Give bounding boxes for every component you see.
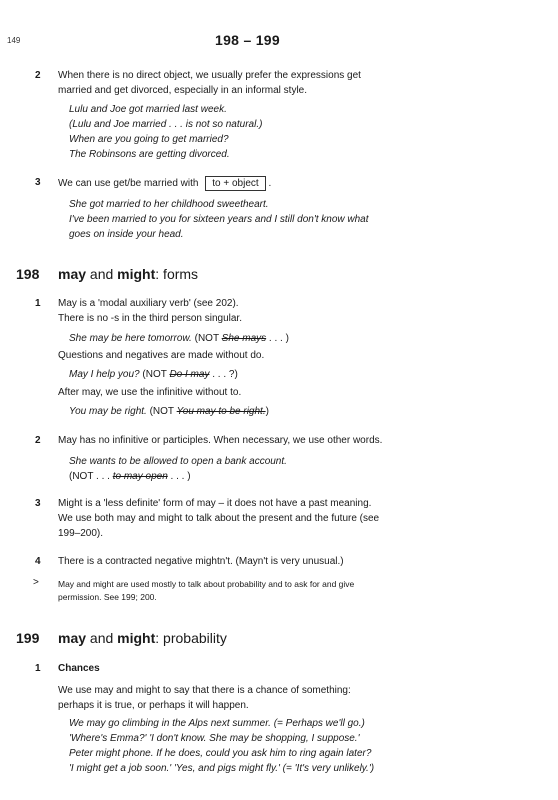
paragraph-text: We can use get/be married with: [58, 178, 199, 189]
paragraph-text: Questions and negatives are made without do.: [58, 350, 265, 361]
section-number: 198: [16, 266, 40, 282]
section-title-word: and: [86, 630, 118, 646]
section-title-word: : probability: [155, 630, 227, 646]
example-note: (NOT: [191, 333, 222, 344]
paragraph-text: When there is no direct object, we usually prefer the expressions get: [58, 70, 361, 81]
page-number: 149: [7, 36, 21, 45]
section-title-word: : forms: [155, 266, 199, 282]
page-header: 198 – 199: [215, 32, 280, 48]
paragraph-text: We use may and might to say that there is a chance of something:: [58, 685, 351, 696]
struck-example: You may to be right.: [176, 406, 266, 417]
example-sentence: She wants to be allowed to open a bank account.: [69, 456, 287, 467]
example-sentence: 'Where's Emma?' 'I don't know. She may be shopping, I suppose.': [69, 733, 360, 744]
example-note: . . . ): [266, 333, 289, 344]
example-sentence: The Robinsons are getting divorced.: [69, 149, 230, 160]
paragraph-text: .: [268, 178, 272, 189]
section-title-word: and: [86, 266, 118, 282]
section-title-word: might: [117, 630, 156, 646]
example-sentence: [69, 367, 238, 382]
paragraph-text: May has no infinitive or participles. When necessary, we use other words.: [58, 435, 383, 446]
section-title-word: may: [58, 630, 87, 646]
struck-example: She mays: [221, 333, 267, 344]
item-number: 2: [35, 435, 41, 446]
paragraph-text: There is no -s in the third person singular.: [58, 313, 242, 324]
example-sentence: [69, 469, 191, 484]
note-text: May and might are used mostly to talk about probability and to ask for and give: [58, 579, 355, 589]
example-sentence: Peter might phone. If he does, could you ask him to ring again later?: [69, 748, 372, 759]
pattern-box: to + object: [205, 176, 265, 191]
example-sentence: 'I might get a job soon.' 'Yes, and pigs might fly.' (= 'It's very unlikely.'): [69, 763, 375, 774]
example-note: . . . ?): [209, 369, 238, 380]
section-title: [58, 630, 227, 646]
example-note: (NOT: [139, 369, 170, 380]
paragraph-text: 199–200).: [58, 528, 104, 539]
example-sentence: I've been married to you for sixteen years and I still don't know what: [69, 214, 369, 225]
item-number: 1: [35, 663, 41, 674]
item-number: 3: [35, 177, 41, 188]
section-number: 199: [16, 630, 40, 646]
example-note: (NOT . . .: [69, 471, 113, 482]
example-sentence: goes on inside your head.: [69, 229, 184, 240]
example-sentence: We may go climbing in the Alps next summer. (= Perhaps we'll go.): [69, 718, 365, 729]
note-marker: >: [33, 577, 39, 588]
paragraph-text: After may, we use the infinitive without to.: [58, 387, 242, 398]
item-number: 1: [35, 298, 41, 309]
example-note: (NOT: [146, 406, 177, 417]
example-note: ): [265, 406, 269, 417]
paragraph-text: perhaps it is true, or perhaps it will happen.: [58, 700, 249, 711]
example-text: You may be right.: [69, 406, 147, 417]
example-text: She may be here tomorrow.: [69, 333, 192, 344]
example-sentence: She got married to her childhood sweetheart.: [69, 199, 269, 210]
example-sentence: When are you going to get married?: [69, 134, 229, 145]
item-number: 4: [35, 556, 41, 567]
paragraph-text: [58, 176, 271, 191]
example-sentence: (Lulu and Joe married . . . is not so natural.): [69, 119, 263, 130]
example-sentence: [69, 404, 269, 419]
paragraph-text: married and get divorced, especially in an informal style.: [58, 85, 308, 96]
note-text: permission. See 199; 200.: [58, 592, 157, 602]
struck-example: to may open: [112, 471, 168, 482]
item-number: 3: [35, 498, 41, 509]
struck-example: Do I may: [169, 369, 210, 380]
example-note: . . . ): [167, 471, 191, 482]
example-sentence: [69, 331, 289, 346]
section-title: [58, 266, 198, 282]
paragraph-text: May is a 'modal auxiliary verb' (see 202).: [58, 298, 239, 309]
example-text: May I help you?: [69, 369, 140, 380]
item-number: 2: [35, 70, 41, 81]
section-title-word: may: [58, 266, 87, 282]
subheading: Chances: [58, 663, 100, 674]
section-title-word: might: [117, 266, 156, 282]
paragraph-text: We use both may and might to talk about the present and the future (see: [58, 513, 380, 524]
example-sentence: Lulu and Joe got married last week.: [69, 104, 227, 115]
paragraph-text: Might is a 'less definite' form of may – it does not have a past meaning.: [58, 498, 372, 509]
paragraph-text: There is a contracted negative mightn't. (Mayn't is very unusual.): [58, 556, 344, 567]
